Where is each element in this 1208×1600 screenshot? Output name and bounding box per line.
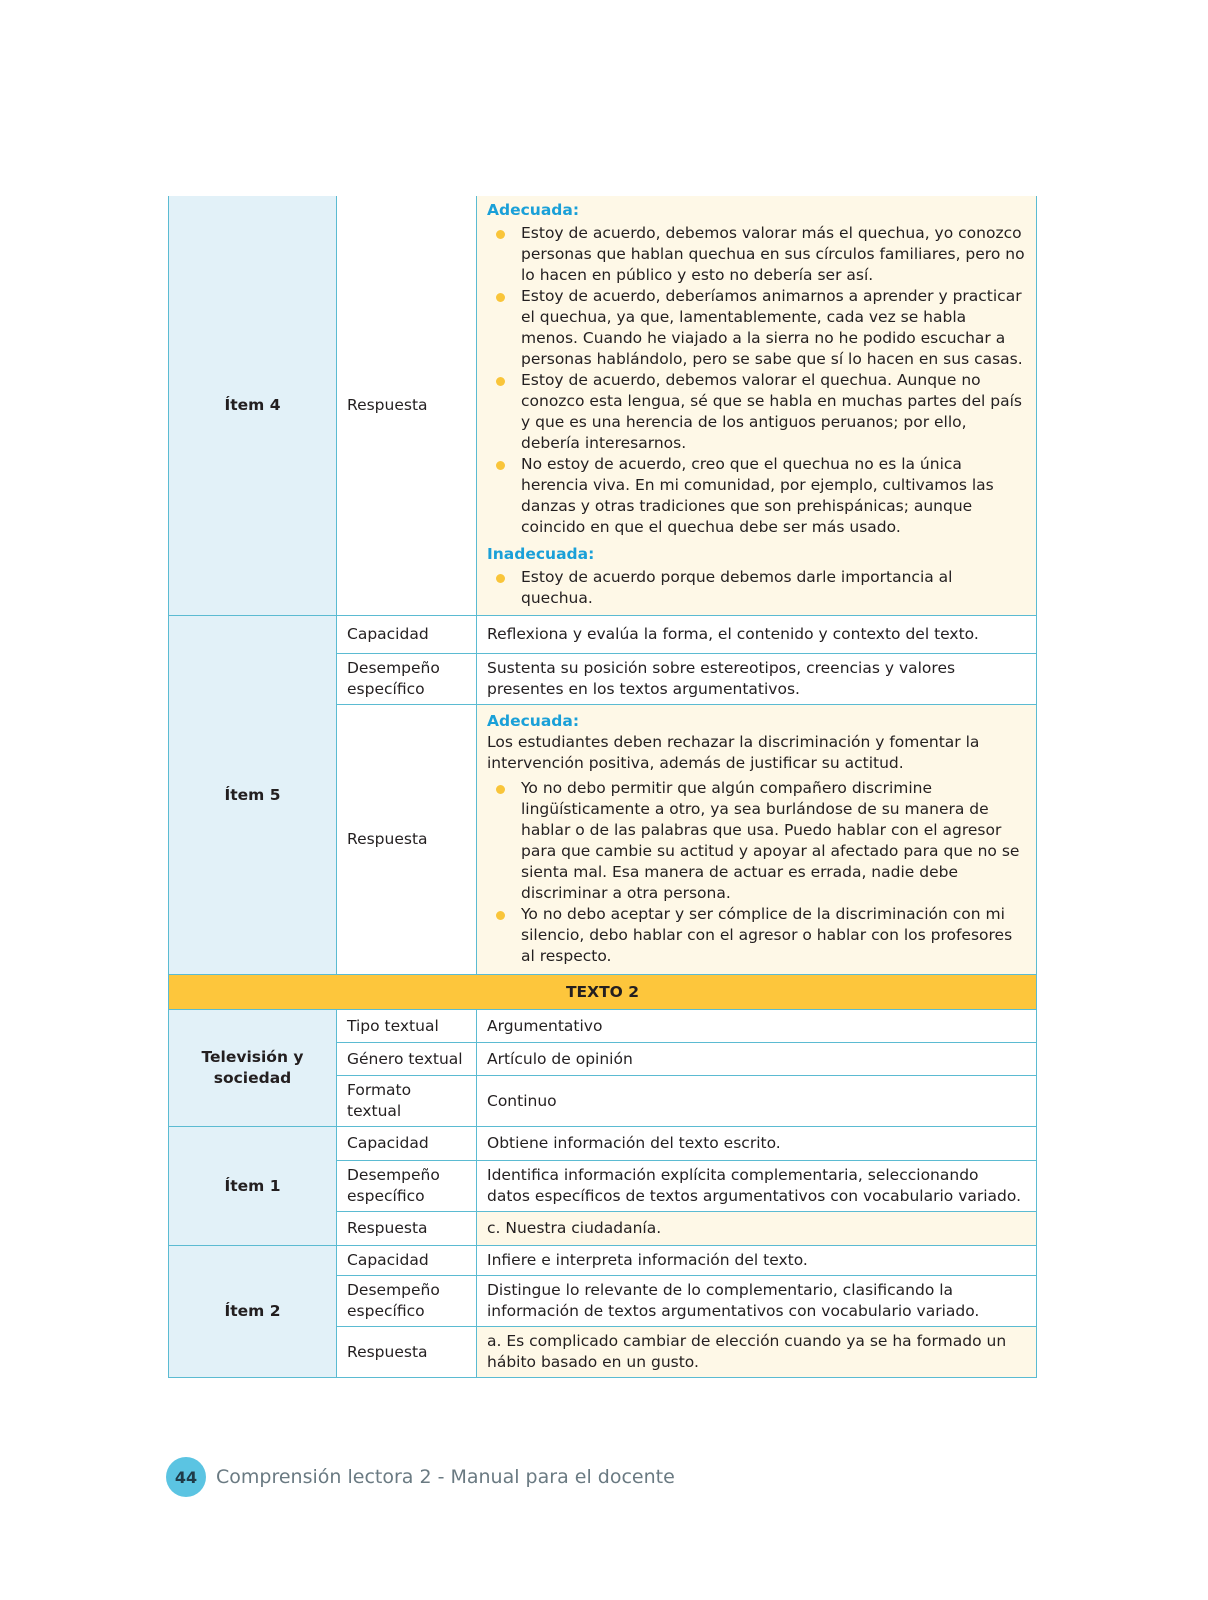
page-number: 44 xyxy=(166,1457,206,1497)
list-item: Estoy de acuerdo, debemos valorar más el quechua, yo conozco personas que hablan quechua en sus círculos familiares, pero no lo hacen en público y esto no debería ser así. xyxy=(521,224,1025,284)
item2-desempeno-label: Desempeño específico xyxy=(337,1276,477,1327)
item4-adecuada-list xyxy=(487,223,1026,538)
texto2-tipo-row xyxy=(169,1010,1037,1043)
item1-respuesta: c. Nuestra ciudadanía. xyxy=(477,1212,1037,1246)
item5-desempeno: Sustenta su posición sobre estereotipos, creencias y valores presentes en los textos argumentativos. xyxy=(477,654,1037,705)
texto2-heading-row xyxy=(169,975,1037,1010)
item2-desempeno: Distingue lo relevante de lo complementario, clasificando la información de textos argumentativos con vocabulario variado. xyxy=(477,1276,1037,1327)
item2-capacidad-label: Capacidad xyxy=(337,1246,477,1276)
item5-respuesta xyxy=(477,705,1037,975)
item5-capacidad-row xyxy=(169,616,1037,654)
list-item: Yo no debo aceptar y ser cómplice de la discriminación con mi silencio, debo hablar con el agresor o hablar con los profesores al respecto. xyxy=(521,904,1026,967)
item1-desempeno-label: Desempeño específico xyxy=(337,1161,477,1212)
item4-adecuada-label: Adecuada: xyxy=(487,201,580,219)
item4-inadecuada-label: Inadecuada: xyxy=(487,545,595,563)
item5-adecuada-label: Adecuada: xyxy=(487,711,580,730)
texto2-formato: Continuo xyxy=(477,1076,1037,1127)
texto2-heading: TEXTO 2 xyxy=(169,975,1037,1010)
list-item: Estoy de acuerdo, deberíamos animarnos a aprender y practicar el quechua, ya que, lamentablemente, cada vez se habla menos. Cuando he viajado a la sierra no he podido escuchar a personas hablándolo, pero se sabe que sí lo hacen en sus casas. xyxy=(521,286,1026,370)
texto2-genero-label: Género textual xyxy=(337,1043,477,1076)
item2-label: Ítem 2 xyxy=(169,1246,337,1378)
item5-adecuada-intro: Los estudiantes deben rechazar la discriminación y fomentar la intervención positiva, además de justificar su actitud. xyxy=(487,732,980,772)
item2-capacidad: Infiere e interpreta información del texto. xyxy=(477,1246,1037,1276)
texto2-formato-label: Formato textual xyxy=(337,1076,477,1127)
item1-capacidad-row xyxy=(169,1127,1037,1161)
footer-title: Comprensión lectora 2 - Manual para el docente xyxy=(216,1466,675,1488)
item4-label: Ítem 4 xyxy=(169,196,337,616)
texto2-genero: Artículo de opinión xyxy=(477,1043,1037,1076)
item1-respuesta-label: Respuesta xyxy=(337,1212,477,1246)
list-item: Yo no debo permitir que algún compañero discrimine lingüísticamente a otro, ya sea burlándose de su manera de hablar o de las palabras que usa. Puedo hablar con el agresor para que cambie su actitud y apoyar al afectado para que no se sienta mal. Esa manera de actuar es errada, nadie debe discriminar a otra persona. xyxy=(521,778,1026,904)
item4-inadecuada-list xyxy=(487,567,1026,609)
texto2-tipo-label: Tipo textual xyxy=(337,1010,477,1043)
item1-label: Ítem 1 xyxy=(169,1127,337,1246)
item5-respuesta-label: Respuesta xyxy=(337,705,477,975)
item5-desempeno-label: Desempeño específico xyxy=(337,654,477,705)
list-item: Estoy de acuerdo, debemos valorar el quechua. Aunque no conozco esta lengua, sé que se habla en muchas partes del país y que es una herencia de los antiguos peruanos; por ello, debería interesarnos. xyxy=(521,370,1026,454)
item2-respuesta-label: Respuesta xyxy=(337,1327,477,1378)
item4-respuesta-row xyxy=(169,196,1037,616)
item2-capacidad-row xyxy=(169,1246,1037,1276)
page-footer xyxy=(166,1457,675,1497)
item2-respuesta: a. Es complicado cambiar de elección cuando ya se ha formado un hábito basado en un gusto. xyxy=(477,1327,1037,1378)
texto2-tipo: Argumentativo xyxy=(477,1010,1037,1043)
item5-capacidad: Reflexiona y evalúa la forma, el contenido y contexto del texto. xyxy=(477,616,1037,654)
item1-capacidad-label: Capacidad xyxy=(337,1127,477,1161)
item5-capacidad-label: Capacidad xyxy=(337,616,477,654)
item1-desempeno: Identifica información explícita complementaria, seleccionando datos específicos de textos argumentativos con vocabulario variado. xyxy=(477,1161,1037,1212)
item4-respuesta-label: Respuesta xyxy=(337,196,477,616)
item1-capacidad: Obtiene información del texto escrito. xyxy=(477,1127,1037,1161)
answer-key-table xyxy=(168,196,1037,1378)
item5-adecuada-list xyxy=(487,778,1026,967)
item5-label: Ítem 5 xyxy=(169,616,337,975)
texto2-title: Televisión y sociedad xyxy=(169,1010,337,1127)
list-item: Estoy de acuerdo porque debemos darle importancia al quechua. xyxy=(521,567,1026,609)
item4-respuesta xyxy=(477,196,1037,616)
list-item: No estoy de acuerdo, creo que el quechua no es la única herencia viva. En mi comunidad, por ejemplo, cultivamos las danzas y otras tradiciones que son prehispánicas; aunque coincido en que el quechua debe ser más usado. xyxy=(521,454,1026,538)
